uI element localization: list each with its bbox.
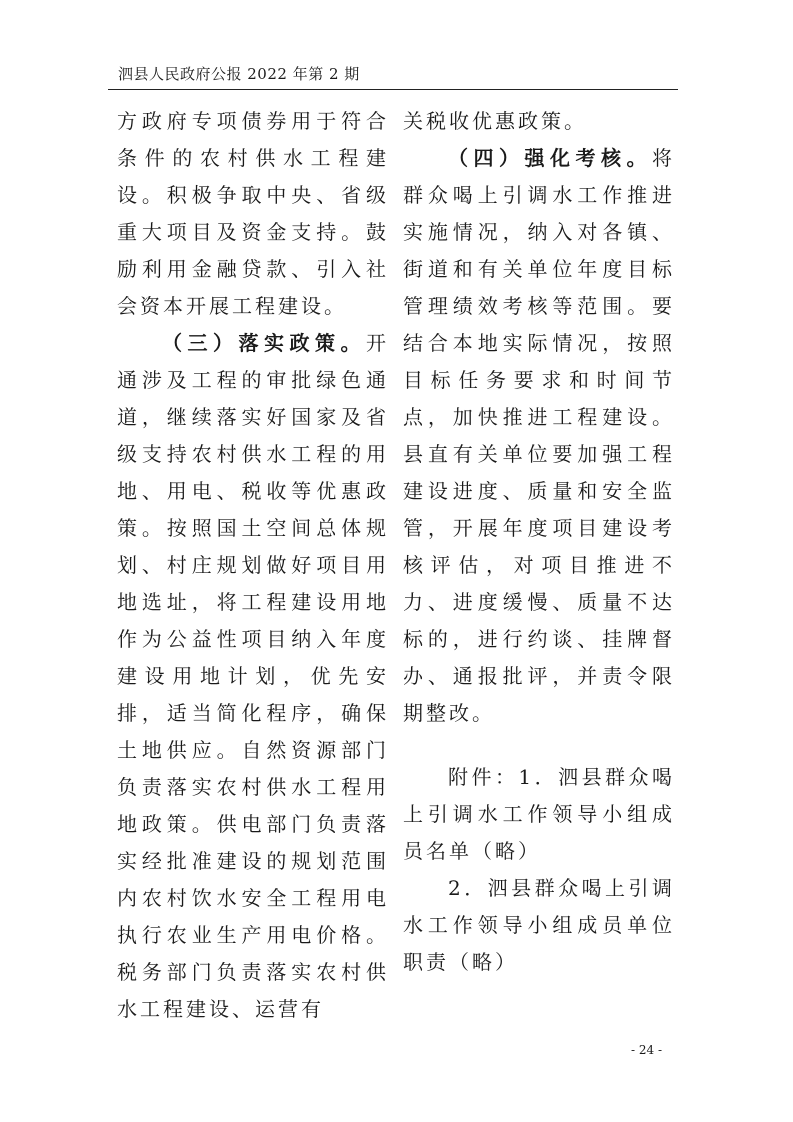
attachment-2: 2．泗县群众喝上引调水工作领导小组成员单位职责（略）: [403, 876, 675, 974]
right-column: [403, 103, 675, 981]
section-3-body: 开通涉及工程的审批绿色通道，继续落实好国家及省级支持农村供水工程的用地、用电、税收等优惠政策。按照国土空间总体规划、村庄规划做好项目用地选址，将工程建设用地作为公益性项目纳入年度建设用地计划，优先安排，适当简化程序，确保土地供应。自然资源部门负责落实农村供水工程用地政策。供电部门负责落实经批准建设的规划范围内农村饮水安全工程用电执行农业生产用电价格。税务部门负责落实农村供水工程建设、运营有: [117, 331, 389, 1021]
section-4-body: 将群众喝上引调水工作推进实施情况，纳入对各镇、街道和有关单位年度目标管理绩效考核等范围。要结合本地实际情况，按照目标任务要求和时间节点，加快推进工程建设。县直有关单位要加强工程建设进度、质量和安全监管，开展年度项目建设考核评估，对项目推进不力、进度缓慢、质量不达标的，进行约谈、挂牌督办、通报批评，并责令限期整改。: [403, 146, 675, 725]
attachment-gap: [403, 732, 675, 759]
section-4-heading: （四）强化考核。: [448, 146, 652, 170]
page-number: - 24 -: [631, 1043, 663, 1057]
right-paragraph-1: 关税收优惠政策。: [403, 109, 587, 133]
left-paragraph-1: 方政府专项债券用于符合条件的农村供水工程建设。积极争取中央、省级重大项目及资金支持。鼓励利用金融贷款、引入社会资本开展工程建设。: [117, 109, 389, 318]
header-rule: [108, 89, 678, 90]
header-title: 泗县人民政府公报 2022 年第 2 期: [118, 65, 360, 83]
left-column: [117, 103, 389, 1028]
right-paragraph-2: [403, 140, 675, 732]
section-3-heading: （三）落实政策。: [162, 331, 366, 355]
left-paragraph-2: [117, 325, 389, 1028]
attachment-1: 附件：1．泗县群众喝上引调水工作领导小组成员名单（略）: [403, 765, 675, 863]
